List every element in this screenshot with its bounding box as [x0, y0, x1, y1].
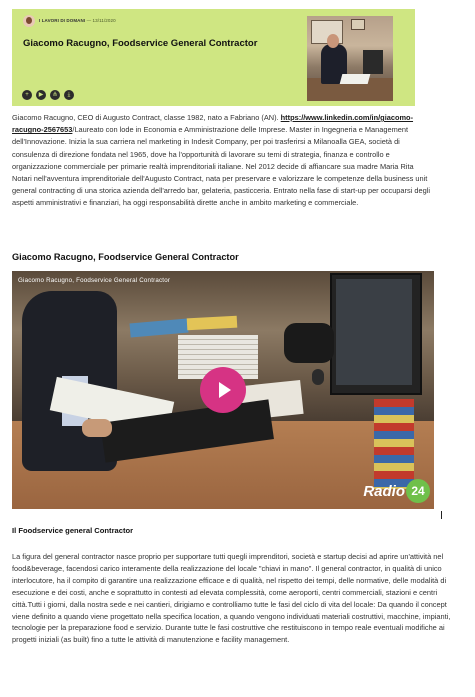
card-meta — [39, 18, 116, 23]
card-title[interactable]: Giacomo Racugno, Foodservice General Contractor — [23, 38, 258, 49]
download-icon[interactable]: ⤓ — [64, 90, 74, 100]
bio-paragraph — [12, 112, 432, 210]
logo-text: Radio — [363, 482, 405, 500]
text-cursor — [441, 511, 442, 519]
meta-separator: — — [85, 18, 93, 23]
logo-number: 24 — [406, 479, 430, 503]
article-heading: Il Foodservice general Contractor — [12, 526, 134, 535]
play-icon[interactable]: ▶ — [36, 90, 46, 100]
meta-source: I LAVORI DI DOMANI — [39, 18, 86, 23]
author-avatar — [23, 15, 35, 27]
podcast-card[interactable] — [12, 9, 415, 106]
radio24-logo — [363, 479, 430, 503]
meta-date: 13/11/2020 — [92, 18, 116, 23]
bio-text-start: Giacomo Racugno, CEO di Augusto Contract, classe 1982, nato a Fabriano (AN). — [12, 113, 281, 122]
linkedin-link[interactable]: https://www.linkedin.com/in/giacomo-racugno-2567653 — [12, 113, 414, 135]
bio-text-end: /Laureato con lode in Economia e Amministrazione delle Imprese. Master in Ingegneria e Management dell'Innovazione. Inizia la sua carriera nel marketing in Indesit Company, per poi trasferirsi a Milanoalla GEA, società di consulenza di direzione fondata nel 1965, dove ha l'opportunità di lavorare su temi di strategia, finanza e controllo e organizzazione commerciale per primarie realtà imprenditoriali italiane. Nel 2012 decide di affiancare sua madre Maria Rita Notari nell'avventura imprenditoriale dell'Augusto Contract, nata per preservare e valorizzare le competenze della business unit general contracting di una storica azienda dell'arredo bar, gelateria, pasticceria. Entrato nella fase di start-up per occuparsi degli aspetti amministrativi e finanziari, ha oggi responsabilità dirette anche in ambito marketing e commerciale. — [12, 125, 430, 208]
play-button-icon[interactable] — [200, 367, 246, 413]
card-controls — [22, 90, 74, 100]
card-thumbnail[interactable] — [307, 16, 393, 101]
video-heading: Giacomo Racugno, Foodservice General Contractor — [12, 252, 239, 262]
article-body: La figura del general contractor nasce proprio per supportare tutti quegli imprenditori, società e startup decisi ad aprire un'attività nel food&beverage, facendosi carico interamente della realizzazione del locale "chiavi in mano". Il general contractor, in qualità di unico interlocutore, ha il compito di garantire una realizzazione efficace e di qualità, nel rispetto dei tempi, delle normative, delle modalità di esecuzione e dei costi, anche e soprattutto in contesti ad elevata complessità, come aeroporti, centri commerciali, stazioni e centri città.Tutti i giorni, dalla nostra sede e nei cantieri, dirigiamo e controlliamo tutte le fasi del ciclo di vita del locale: Da quando il concept viene definito a quando viene progettato nella specifica location, a quando vengono individuati materiali costruttivi, macchine, impianti, tecnologie per la preparazione food e servizio. Durante tutte le fasi costruttive che restituiscono in tempo reale eventuali modifiche ai progetti iniziali (as built) fino a tutte le attività di manutenzione e facility management. — [12, 552, 451, 645]
video-overlay-title: Giacomo Racugno, Foodservice General Contractor — [18, 277, 171, 284]
plus-icon[interactable]: + — [22, 90, 32, 100]
video-player[interactable] — [12, 271, 434, 509]
share-icon[interactable]: ⋔ — [50, 90, 60, 100]
